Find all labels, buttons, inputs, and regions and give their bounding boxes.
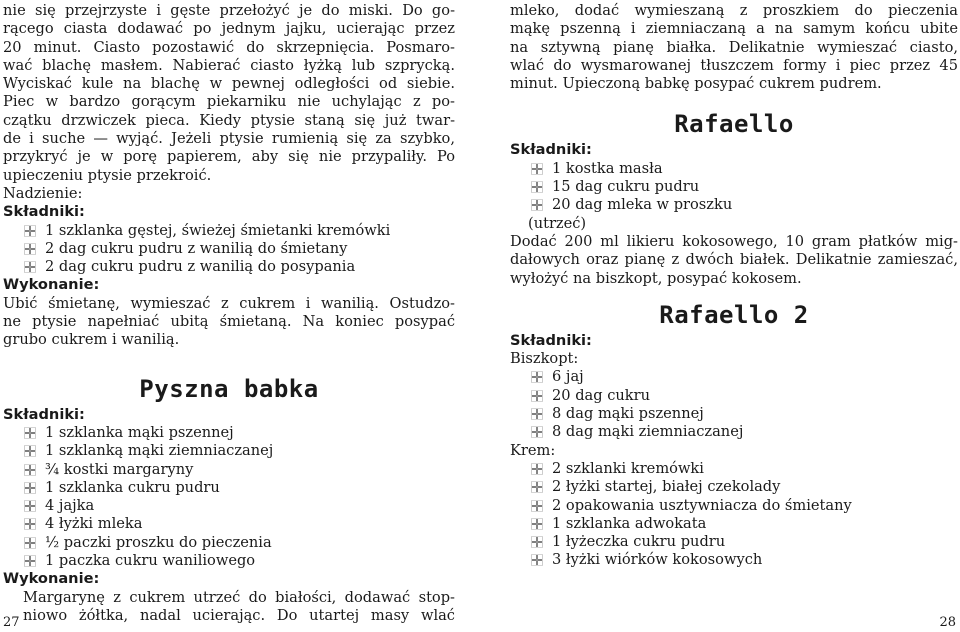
plus-bullet-icon <box>24 518 36 530</box>
list-item: 2 opakowania usztywniacza do śmietany <box>510 497 958 515</box>
text-line: mleko, dodać wymieszaną z proszkiem do pieczenia <box>510 2 958 19</box>
plus-bullet-icon <box>24 555 36 567</box>
ingredients-heading: Składniki: <box>3 405 85 423</box>
list-item: 2 szklanki kremówki <box>510 460 958 478</box>
plus-bullet-icon <box>531 408 543 420</box>
plus-bullet-icon <box>24 261 36 273</box>
plus-bullet-icon <box>531 199 543 211</box>
plus-bullet-icon <box>531 500 543 512</box>
text-line: wlać do wysmarowanej tłuszczem formy i piec przez 45 <box>510 56 958 74</box>
list-item: 1 szklanka cukru pudru <box>3 479 455 497</box>
list-item: 1 kostka masła <box>510 160 958 178</box>
list-item: 15 dag cukru pudru <box>510 178 958 196</box>
plus-bullet-icon <box>24 500 36 512</box>
ingredients-heading: Składniki: <box>3 203 85 221</box>
plus-bullet-icon <box>24 445 36 457</box>
plus-bullet-icon <box>531 181 543 193</box>
list-item: 3 łyżki wiórków kokosowych <box>510 551 958 569</box>
text-line: de i suche — wyjąć. Jeżeli ptysie rumienią się za szybko, <box>3 130 455 148</box>
text-line: nie się przejrzyste i gęste przełożyć je do miski. Do go- <box>3 2 455 19</box>
text-line: dałowych oraz pianę z dwóch białek. Delikatnie zamieszać, <box>510 251 958 269</box>
text-line: rącego ciasta dodawać po jednym jajku, ucierając przez <box>3 20 455 38</box>
ingredients-heading: Składniki: <box>510 331 592 349</box>
plus-bullet-icon <box>24 427 36 439</box>
plus-bullet-icon <box>531 426 543 438</box>
ingredients-heading: Składniki: <box>510 141 592 159</box>
method-heading: Wykonanie: <box>3 276 100 294</box>
recipe-title-rafaello-2: Rafaello 2 <box>659 300 809 329</box>
list-item: ¾ kostki margaryny <box>3 461 455 479</box>
list-item: 20 dag cukru <box>510 387 958 405</box>
text-line: 20 minut. Ciasto pozostawić do skrzepnięcia. Posmaro- <box>3 38 455 56</box>
plus-bullet-icon <box>531 536 543 548</box>
plus-bullet-icon <box>531 371 543 383</box>
plus-bullet-icon <box>24 464 36 476</box>
page-number-left: 27 <box>3 615 20 630</box>
text-line: upieczeniu ptysie przekroić. <box>3 166 212 184</box>
page-number-right: 28 <box>939 615 956 630</box>
text-line: czątku drzwiczek pieca. Kiedy ptysie staną się już twar- <box>3 111 455 129</box>
list-item: 1 szklanką mąki ziemniaczanej <box>3 442 455 460</box>
text-line: mąkę pszenną i ziemniaczaną a na samym końcu ubite <box>510 20 958 38</box>
plus-bullet-icon <box>531 481 543 493</box>
list-item: 4 łyżki mleka <box>3 515 455 533</box>
text-line: Dodać 200 ml likieru kokosowego, 10 gram płatków mig- <box>510 232 958 250</box>
right-column <box>510 0 958 570</box>
text-line: ne ptysie napełniać ubitą śmietaną. Na koniec posypać <box>3 313 455 331</box>
list-item: 6 jaj <box>510 368 958 386</box>
plus-bullet-icon <box>24 537 36 549</box>
recipe-title-rafaello: Rafaello <box>674 110 794 139</box>
list-item: 8 dag mąki pszennej <box>510 405 958 423</box>
list-item: 1 łyżeczka cukru pudru <box>510 533 958 551</box>
method-heading: Wykonanie: <box>3 570 100 588</box>
plus-bullet-icon <box>24 482 36 494</box>
list-item: 4 jajka <box>3 497 455 515</box>
text-line: Ubić śmietanę, wymieszać z cukrem i wanilią. Ostudzo- <box>3 294 455 312</box>
plus-bullet-icon <box>24 225 36 237</box>
text-line: przykryć je w porę papierem, aby się nie przypaliły. Po <box>3 148 455 166</box>
text-line: Piec w bardzo gorącym piekarniku nie uchylając z po- <box>3 93 455 111</box>
left-column <box>3 0 455 625</box>
list-item: 1 paczka cukru waniliowego <box>3 552 455 570</box>
list-item: 8 dag mąki ziemniaczanej <box>510 423 958 441</box>
note: (utrzeć) <box>528 214 587 232</box>
cream-label: Krem: <box>510 441 556 459</box>
text-line: wać blachę masłem. Nabierać ciasto łyżką lub szprycką. <box>3 56 455 74</box>
list-item: 2 dag cukru pudru z wanilią do posypania <box>3 258 455 276</box>
plus-bullet-icon <box>531 463 543 475</box>
recipe-title-babka: Pyszna babka <box>139 374 319 403</box>
plus-bullet-icon <box>531 554 543 566</box>
text-line: minut. Upieczoną babkę posypać cukrem pudrem. <box>510 75 882 93</box>
text-line: niowo żółtka, nadal ucierając. Do utartej masy wlać <box>23 606 455 624</box>
filling-label: Nadzienie: <box>3 184 83 202</box>
text-line: Wyciskać kule na blachę w pewnej odległości od siebie. <box>3 75 455 93</box>
plus-bullet-icon <box>531 390 543 402</box>
text-line: grubo cukrem i wanilią. <box>3 331 180 349</box>
list-item: 1 szklanka adwokata <box>510 515 958 533</box>
sponge-label: Biszkopt: <box>510 350 579 368</box>
text-line: wyłożyć na biszkopt, posypać kokosem. <box>510 269 802 287</box>
plus-bullet-icon <box>24 243 36 255</box>
plus-bullet-icon <box>531 163 543 175</box>
plus-bullet-icon <box>531 518 543 530</box>
text-line: na sztywną pianę białka. Delikatnie wymieszać ciasto, <box>510 38 958 56</box>
list-item: 1 szklanka gęstej, świeżej śmietanki kremówki <box>3 222 455 240</box>
text-line: Margarynę z cukrem utrzeć do białości, dodawać stop- <box>23 588 455 606</box>
list-item: 2 łyżki startej, białej czekolady <box>510 478 958 496</box>
list-item: 1 szklanka mąki pszennej <box>3 424 455 442</box>
list-item: 20 dag mleka w proszku <box>510 196 958 214</box>
list-item: ½ paczki proszku do pieczenia <box>3 534 455 552</box>
list-item: 2 dag cukru pudru z wanilią do śmietany <box>3 240 455 258</box>
